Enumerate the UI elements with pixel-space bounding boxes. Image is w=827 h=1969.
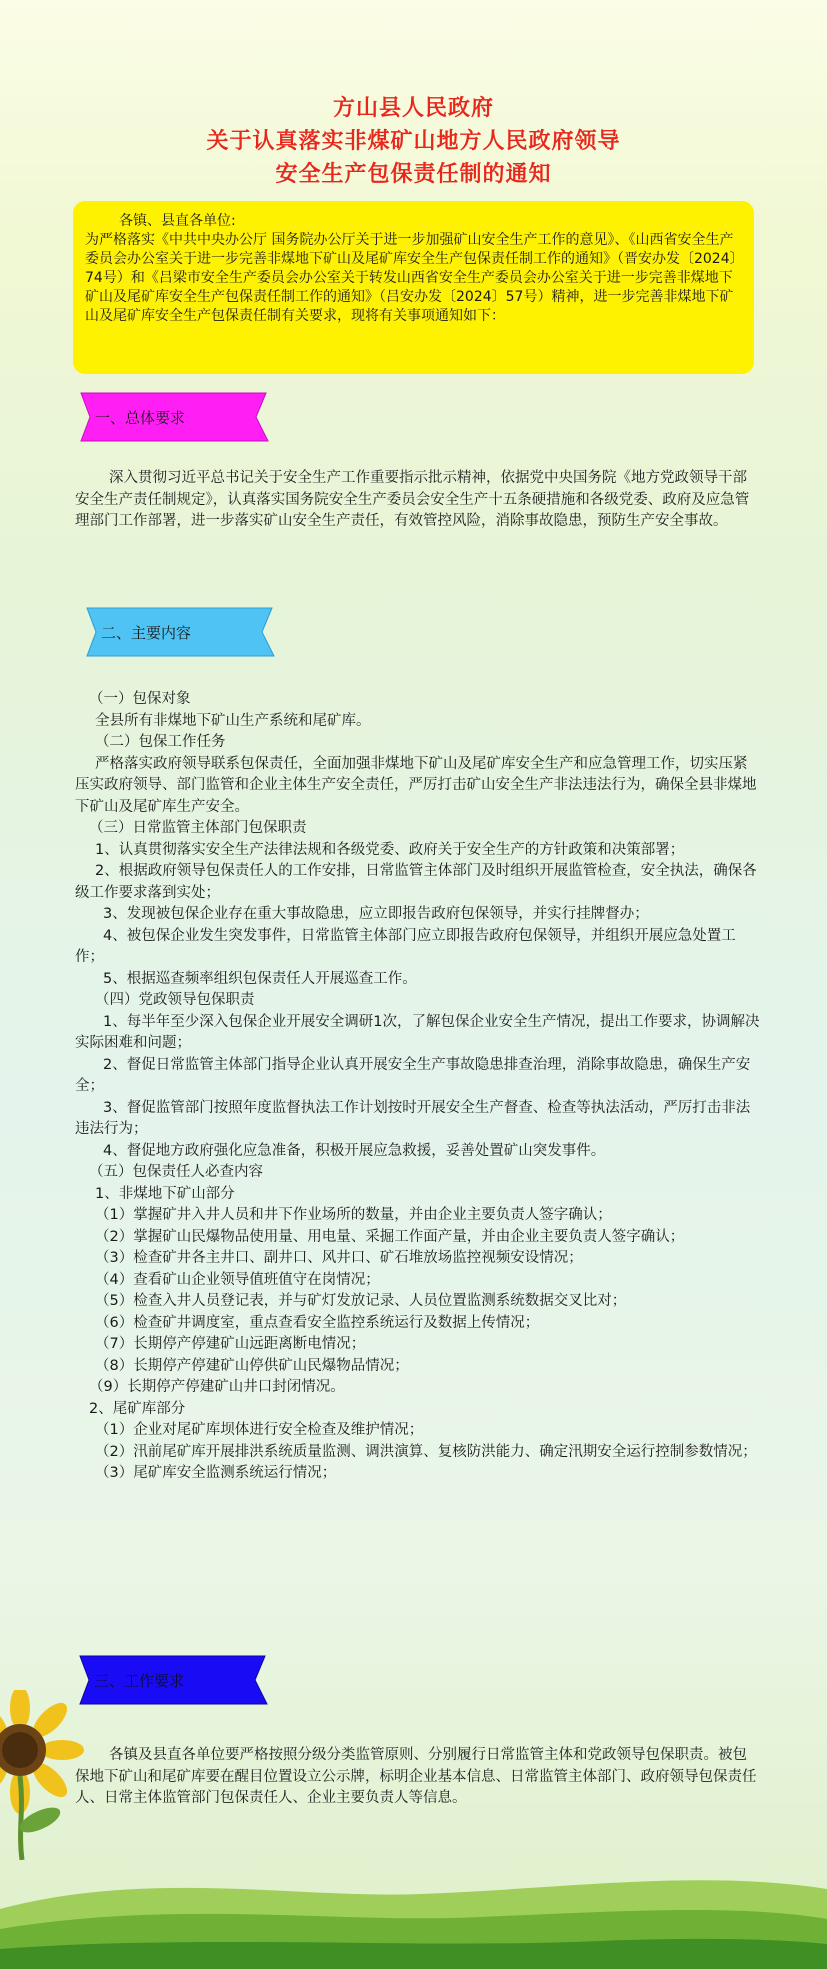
- section-2-line: 4、督促地方政府强化应急准备，积极开展应急救援，妥善处置矿山突发事件。: [103, 1142, 606, 1159]
- section-2-line: 1、每半年至少深入包保企业开展安全调研1次，了解包保企业安全生产情况，提出工作要求，协调解决实际困难和问题；: [75, 1013, 760, 1051]
- section-2-line: （一）包保对象: [89, 691, 191, 707]
- section-2-line: 全县所有非煤地下矿山生产系统和尾矿库。: [95, 712, 371, 729]
- section-2-line: （2）掌握矿山民爆物品使用量、用电量、采掘工作面产量，并由企业主要负责人签字确认；: [95, 1228, 685, 1245]
- page-title: [0, 92, 827, 191]
- section-2-banner: [81, 607, 278, 657]
- section-2-line: 4、被包保企业发生突发事件，日常监管主体部门应立即报告政府包保领导，并组织开展应急处置工作；: [75, 927, 736, 965]
- section-2-line: （二）包保工作任务: [95, 734, 226, 750]
- section-2-line: 1、非煤地下矿山部分: [95, 1185, 235, 1202]
- section-2-line: （7）长期停产停建矿山远距离断电情况；: [95, 1336, 366, 1352]
- section-2-line: （5）检查入井人员登记表，并与矿灯发放记录、人员位置监测系统数据交叉比对；: [95, 1293, 627, 1309]
- section-1-banner: [75, 392, 272, 442]
- section-2-line: （四）党政领导包保职责: [95, 992, 255, 1008]
- section-2-line: 5、根据巡查频率组织包保责任人开展巡查工作。: [103, 970, 417, 987]
- section-2-line: （4）查看矿山企业领导值班值守在岗情况；: [95, 1271, 380, 1288]
- section-1-heading: 一、总体要求: [95, 408, 186, 427]
- section-2-line: （2）汛前尾矿库开展排洪系统质量监测、调洪演算、复核防洪能力、确定汛期安全运行控制参数情况；: [95, 1443, 757, 1460]
- section-1-body: [75, 468, 760, 533]
- section-2-line: （三）日常监管主体部门包保职责: [89, 820, 307, 836]
- section-2-line: （3）检查矿井各主井口、副井口、风井口、矿石堆放场监控视频安设情况；: [95, 1250, 583, 1266]
- intro-greeting: 各镇、县直各单位:: [119, 213, 236, 229]
- section-3-body: [75, 1745, 760, 1810]
- section-2-line: 3、督促监管部门按照年度监督执法工作计划按时开展安全生产督查、检查等执法活动，严厉打击非法违法行为；: [75, 1099, 751, 1137]
- section-2-line: （6）检查矿井调度室，重点查看安全监控系统运行及数据上传情况；: [95, 1314, 540, 1331]
- section-2-body: [75, 689, 760, 1485]
- section-1-paragraph: 深入贯彻习近平总书记关于安全生产工作重要指示批示精神，依据党中央国务院《地方党政领导干部安全生产责任制规定》，认真落实国务院安全生产委员会安全生产十五条硬措施和各级党委、政府及应急管理部门工作部署，进一步落实矿山安全生产责任，有效管控风险，消除事故隐患，预防生产安全事故。: [75, 470, 750, 529]
- title-line-2: 关于认真落实非煤矿山地方人民政府领导: [206, 129, 621, 154]
- section-2-line: （9）长期停产停建矿山井口封闭情况。: [89, 1379, 345, 1395]
- title-line-3: 安全生产包保责任制的通知: [275, 162, 552, 187]
- section-2-line: 2、根据政府领导包保责任人的工作安排，日常监管主体部门及时组织开展监管检查，安全执法，确保各级工作要求落到实处；: [75, 863, 757, 901]
- section-2-line: 2、督促日常监管主体部门指导企业认真开展安全生产事故隐患排查治理，消除事故隐患，确保生产安全；: [75, 1056, 751, 1094]
- section-2-line: （3）尾矿库安全监测系统运行情况；: [95, 1465, 337, 1481]
- section-3-heading: 三、工作要求: [94, 1671, 185, 1690]
- title-line-1: 方山县人民政府: [332, 96, 494, 121]
- section-2-line: （1）企业对尾矿库坝体进行安全检查及维护情况；: [95, 1422, 424, 1438]
- grass-hills-illustration: [0, 1849, 827, 1969]
- section-2-line: （1）掌握矿井入井人员和井下作业场所的数量，并由企业主要负责人签字确认；: [95, 1207, 612, 1223]
- intro-body: 为严格落实《中共中央办公厅 国务院办公厅关于进一步加强矿山安全生产工作的意见》、《山西省安全生产委员会办公室关于进一步完善非煤地下矿山及尾矿库安全生产包保责任制工作的通知》（晋安办发〔2024〕74号）和《吕梁市安全生产委员会办公室关于转发山西省安全生产委员会办公室关于进一步完善非煤地下矿山及尾矿库安全生产包保责任制工作的通知》（吕安办发〔2024〕57号）精神，进一步完善非煤地下矿山及尾矿库安全生产包保责任制有关要求，现将有关事项通知如下：: [85, 232, 737, 324]
- section-2-line: 2、尾矿库部分: [89, 1400, 186, 1417]
- section-2-line: （五）包保责任人必查内容: [89, 1164, 263, 1180]
- section-2-heading: 二、主要内容: [101, 623, 192, 642]
- section-3-paragraph: 各镇及县直各单位要严格按照分级分类监管原则、分别履行日常监管主体和党政领导包保职责。被包保地下矿山和尾矿库要在醒目位置设立公示牌，标明企业基本信息、日常监管主体部门、政府领导包保责任人、日常主体监管部门包保责任人、企业主要负责人等信息。: [75, 1747, 757, 1806]
- section-2-line: （8）长期停产停建矿山停供矿山民爆物品情况；: [95, 1357, 409, 1374]
- section-2-line: 1、认真贯彻落实安全生产法律法规和各级党委、政府关于安全生产的方针政策和决策部署；: [95, 841, 685, 858]
- intro-box: [73, 201, 754, 374]
- section-2-line: 3、发现被包保企业存在重大事故隐患，应立即报告政府包保领导，并实行挂牌督办；: [103, 906, 649, 922]
- section-2-line: 严格落实政府领导联系包保责任，全面加强非煤地下矿山及尾矿库安全生产和应急管理工作，切实压紧压实政府领导、部门监管和企业主体生产安全责任，严厉打击矿山安全生产非法违法行为，确保全县非煤地下矿山及尾矿库生产安全。: [75, 755, 757, 815]
